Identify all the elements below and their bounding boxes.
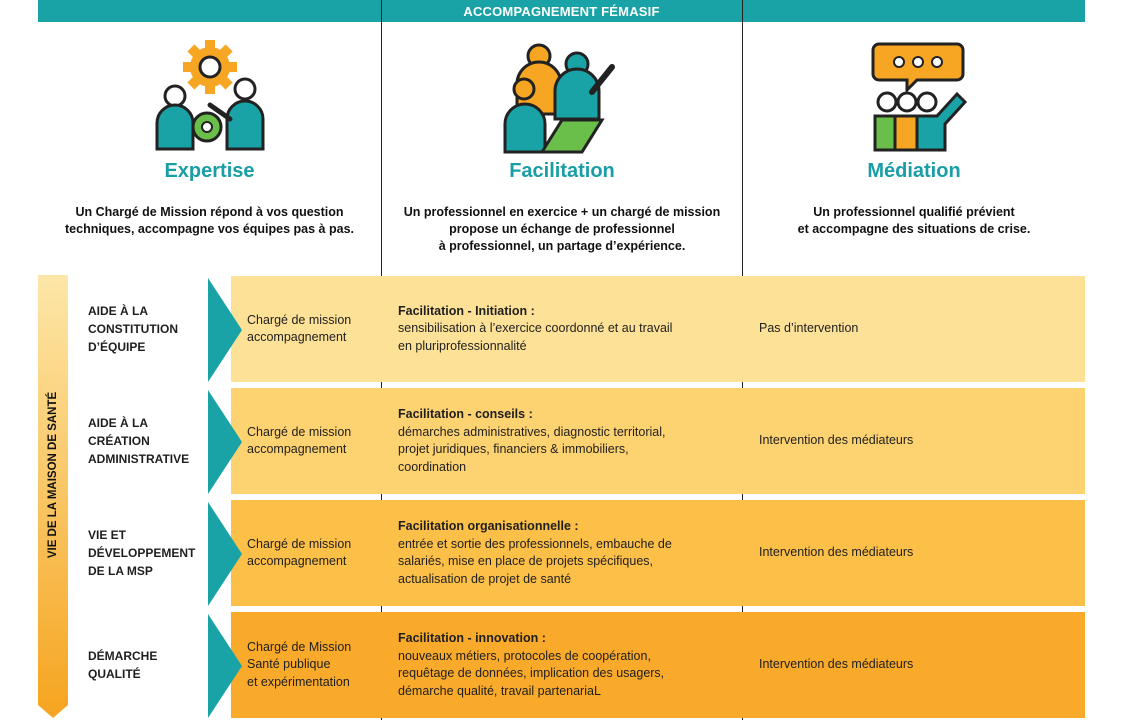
column-title: Expertise bbox=[164, 160, 255, 182]
column-title: Facilitation bbox=[509, 160, 615, 182]
column-title: Médiation bbox=[867, 160, 961, 182]
column-expertise bbox=[38, 22, 381, 272]
expertise-cell bbox=[231, 612, 381, 718]
header-title: ACCOMPAGNEMENT FÉMASIF bbox=[463, 3, 660, 19]
mediation-cell bbox=[743, 388, 1085, 494]
facilitation-people-icon bbox=[497, 34, 627, 154]
expertise-cell bbox=[231, 500, 381, 606]
row-label: AIDE À LA CONSTITUTION D’ÉQUIPE bbox=[88, 304, 178, 354]
down-arrow-icon bbox=[38, 705, 68, 718]
row-label: VIE ET DÉVELOPPEMENT DE LA MSP bbox=[88, 528, 196, 578]
facilitation-cell bbox=[382, 276, 742, 382]
facilitation-text: sensibilisation à l’exercice coordonné et au travail en pluriprofessionnalité bbox=[398, 321, 673, 353]
facilitation-text: entrée et sortie des professionnels, embauche de salariés, mise en place de projets spécifiques, actualisation de projet de santé bbox=[398, 536, 672, 586]
expertise-text: Chargé de mission accompagnement bbox=[247, 536, 352, 568]
column-facilitation bbox=[382, 22, 742, 272]
facilitation-text: démarches administratives, diagnostic territorial, projet juridiques, financiers & immobiliers, coordination bbox=[398, 424, 666, 474]
expertise-text: Chargé de mission accompagnement bbox=[247, 424, 352, 456]
column-mediation bbox=[743, 22, 1085, 272]
expertise-text: Chargé de Mission Santé publique et expérimentation bbox=[247, 639, 352, 689]
mediation-speech-icon bbox=[849, 34, 979, 154]
mediation-cell bbox=[743, 500, 1085, 606]
header-banner bbox=[38, 0, 1085, 22]
column-description: Un Chargé de Mission répond à vos question techniques, accompagne vos équipes pas à pas. bbox=[65, 205, 354, 236]
facilitation-cell bbox=[382, 612, 742, 718]
row-label: AIDE À LA CRÉATION ADMINISTRATIVE bbox=[88, 416, 190, 466]
side-label: VIE DE LA MAISON DE SANTÉ bbox=[47, 391, 59, 559]
mediation-cell bbox=[743, 276, 1085, 382]
column-description: Un professionnel en exercice + un chargé de mission propose un échange de professionnel à professionnel, un partage d’expérience. bbox=[403, 205, 721, 253]
facilitation-title: Facilitation organisationnelle : bbox=[398, 519, 579, 533]
mediation-cell bbox=[743, 612, 1085, 718]
expertise-cell bbox=[231, 388, 381, 494]
facilitation-cell bbox=[382, 388, 742, 494]
mediation-text: Intervention des médiateurs bbox=[759, 657, 914, 672]
expertise-text: Chargé de mission accompagnement bbox=[247, 312, 352, 344]
row-label: DÉMARCHE QUALITÉ bbox=[88, 649, 158, 681]
column-description: Un professionnel qualifié prévient et accompagne des situations de crise. bbox=[797, 205, 1031, 236]
facilitation-text: nouveaux métiers, protocoles de coopération, requêtage de données, implication des usagers, démarche qualité, travail partenariaL bbox=[398, 648, 665, 698]
expertise-gears-icon bbox=[145, 34, 275, 154]
mediation-text: Intervention des médiateurs bbox=[759, 433, 914, 448]
expertise-cell bbox=[231, 276, 381, 382]
facilitation-title: Facilitation - innovation : bbox=[398, 631, 546, 645]
mediation-text: Intervention des médiateurs bbox=[759, 545, 914, 560]
facilitation-title: Facilitation - conseils : bbox=[398, 407, 533, 421]
facilitation-cell bbox=[382, 500, 742, 606]
facilitation-title: Facilitation - Initiation : bbox=[398, 303, 535, 318]
mediation-text: Pas d’intervention bbox=[759, 321, 859, 336]
